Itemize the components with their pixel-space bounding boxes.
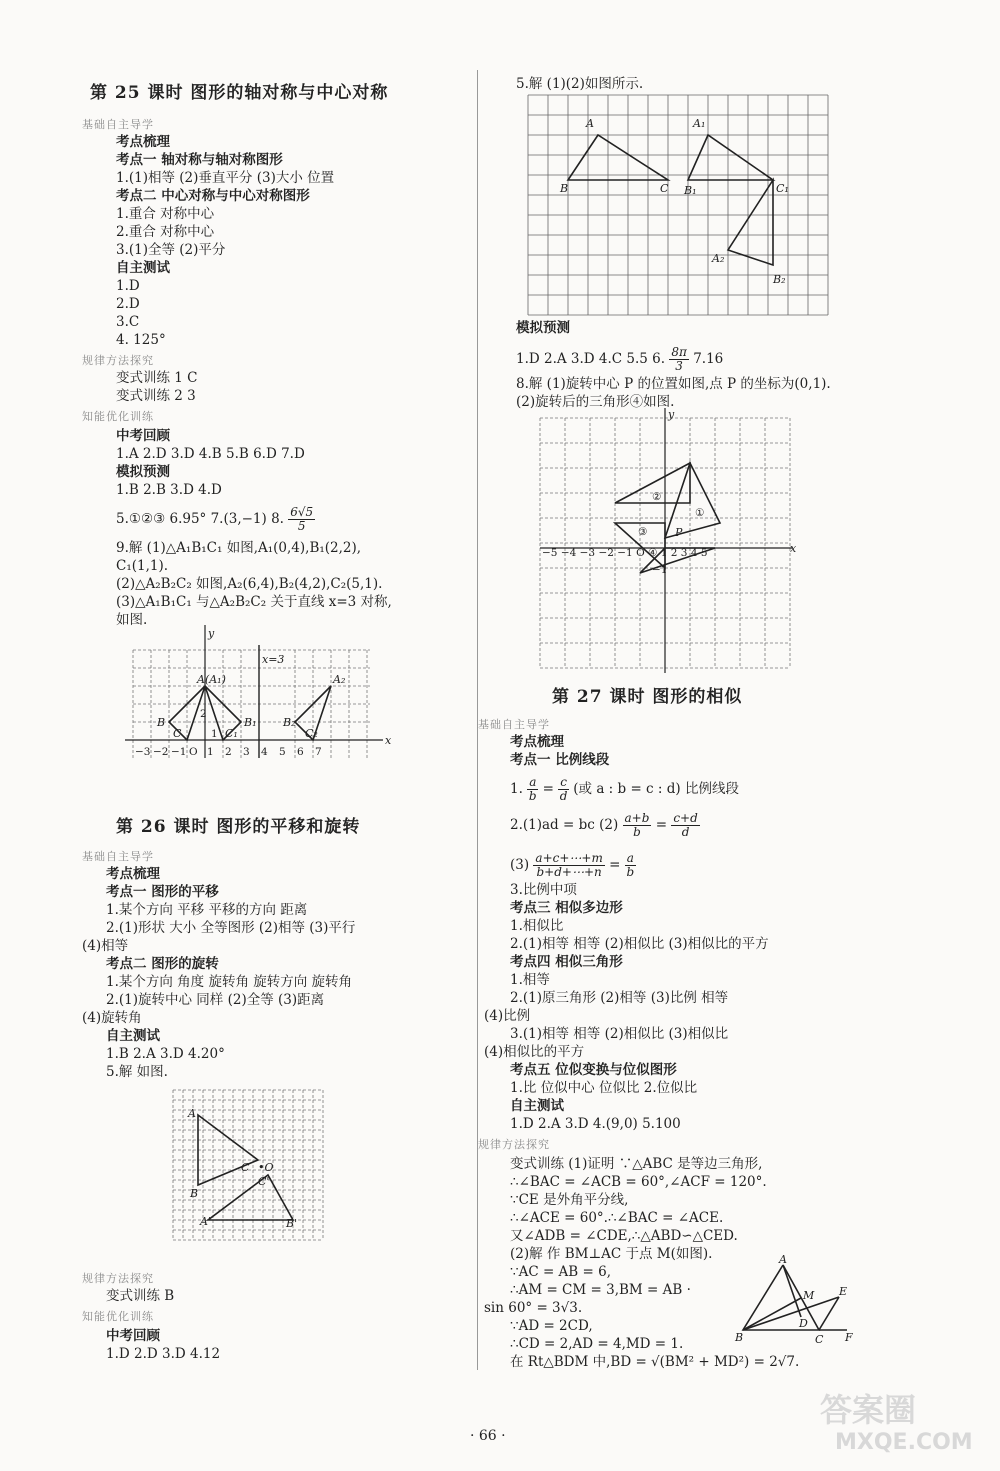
x-tick-label: 3	[243, 746, 250, 758]
answer-line	[516, 346, 723, 373]
answer-line: 2.(1)形状 大小 全等图形 (2)相等 (3)平行	[106, 920, 356, 936]
answer-line: 变式训练 1 C	[116, 370, 198, 386]
answer-line: 2.D	[116, 296, 140, 312]
x-tick-label: 4	[261, 746, 268, 758]
heading: 中考回顾	[116, 428, 170, 444]
heading: 考点梳理	[106, 866, 160, 882]
fraction	[288, 506, 315, 533]
proof-line: ∴AM = CM = 3,BM = AB ·	[510, 1282, 691, 1298]
label-M: M	[803, 1289, 815, 1302]
lesson27-title: 第 27 课时 图形的相似	[552, 687, 743, 707]
answer-text: 5.①②③ 6.95° 7.(3,−1) 8.	[116, 511, 284, 527]
lesson25-title: 第 25 课时 图形的轴对称与中心对称	[90, 83, 389, 103]
numerator: a	[626, 851, 634, 865]
x-tick-label: 1	[207, 746, 214, 758]
denominator: b+d+⋯+n	[536, 865, 602, 879]
proof-line: sin 60° = 3√3.	[484, 1300, 583, 1316]
fraction	[671, 812, 699, 839]
figure-translation-rotation	[528, 95, 828, 325]
label-B1: B₁	[244, 716, 257, 729]
answer-line: (3)△A₁B₁C₁ 与△A₂B₂C₂ 关于直线 x=3 对称,	[116, 594, 392, 610]
label-B2: B₂	[773, 273, 786, 286]
heading: 考点梳理	[116, 134, 170, 150]
fraction	[625, 852, 636, 879]
answer-line: 1.某个方向 角度 旋转角 旋转方向 旋转角	[106, 974, 353, 990]
line-label: x=3	[262, 653, 285, 666]
section-label: 基础自主导学	[478, 718, 550, 731]
triangle-a1b1c1	[688, 135, 773, 180]
label-C2: C₂	[305, 727, 318, 740]
proof-line: 又∠ADB = ∠CDE,∴△ABD∽△CED.	[510, 1228, 738, 1244]
proof-line: ∴∠ACE = 60°.∴∠BAC = ∠ACE.	[510, 1210, 724, 1226]
answer-text: 7.16	[693, 351, 724, 367]
x-tick-label: O	[189, 746, 198, 758]
x-tick-labels	[135, 746, 322, 758]
numerator: a+c+⋯+m	[535, 851, 603, 865]
triangle-a2b2c2	[728, 180, 773, 265]
answer-text: 1.D 2.A 3.D 4.C 5.5 6.	[516, 351, 666, 367]
answer-line	[510, 812, 700, 839]
proof-line: ∴∠BAC = ∠ACB = 60°,∠ACF = 120°.	[510, 1174, 767, 1190]
answer-line: 1.重合 对称中心	[116, 206, 215, 222]
fraction	[669, 346, 689, 373]
label-C: C	[660, 182, 669, 195]
heading: 考点二 图形的旋转	[106, 956, 219, 972]
answer-line: 如图.	[116, 612, 148, 628]
answer-line: 2.(1)相等 相等 (2)相似比 (3)相似比的平方	[510, 936, 769, 952]
numerator: c+d	[673, 811, 698, 825]
heading: 考点一 图形的平移	[106, 884, 219, 900]
answer-line: (4)比例	[484, 1008, 531, 1024]
label-B: B	[190, 1187, 199, 1200]
heading: 考点四 相似三角形	[510, 954, 623, 970]
circle-1: ①	[695, 507, 705, 519]
page-number: · 66 ·	[470, 1428, 506, 1444]
label-Bprime: B'	[286, 1217, 298, 1230]
line-bm	[743, 1298, 801, 1330]
answer-line: 1.A 2.D 3.D 4.B 5.B 6.D 7.D	[116, 446, 305, 462]
answer-line: 1.D	[116, 278, 140, 294]
answer-text: (3)	[510, 857, 530, 873]
section-label: 规律方法探究	[82, 1272, 154, 1285]
label-2: 2	[200, 708, 207, 720]
answer-line: 5.解 如图.	[106, 1064, 168, 1080]
label-C: C	[241, 1161, 250, 1174]
figure-rotation	[168, 1085, 328, 1245]
section-label: 规律方法探究	[478, 1138, 550, 1151]
label-C1: C₁	[225, 727, 238, 740]
label-Cprime: C'	[258, 1175, 270, 1188]
heading: 考点一 比例线段	[510, 752, 610, 768]
denominator: d	[559, 789, 568, 803]
proof-line: ∵CE 是外角平分线,	[510, 1192, 629, 1208]
line-ce	[819, 1297, 839, 1330]
answer-line: 2.重合 对称中心	[116, 224, 215, 240]
answer-line: 8.解 (1)旋转中心 P 的位置如图,点 P 的坐标为(0,1).	[516, 376, 831, 392]
answer-line: 1.D 2.A 3.D 4.(9,0) 5.100	[510, 1116, 681, 1132]
section-label: 知能优化训练	[82, 1310, 154, 1323]
x-tick-label: −1	[171, 746, 187, 758]
heading: 考点五 位似变换与位似图形	[510, 1062, 677, 1078]
heading: 考点三 相似多边形	[510, 900, 623, 916]
heading: 模拟预测	[516, 320, 570, 336]
x-label: x	[790, 542, 797, 555]
numerator: 8π	[671, 345, 687, 359]
label-E: E	[839, 1285, 848, 1298]
circle-3: ③	[638, 526, 648, 538]
y-tick-minus1: −1	[652, 564, 668, 576]
answer-line: (2)旋转后的三角形④如图.	[516, 394, 675, 410]
answer-text: 1.	[510, 781, 523, 797]
answer-line: 3.(1)全等 (2)平分	[116, 242, 226, 258]
answer-line: 3.(1)相等 相等 (2)相似比 (3)相似比	[510, 1026, 729, 1042]
answer-line: 1.某个方向 平移 平移的方向 距离	[106, 902, 308, 918]
label-B2: B₂	[283, 716, 296, 729]
proof-line: 在 Rt△BDM 中,BD = √(BM² + MD²) = 2√7.	[510, 1354, 800, 1370]
answer-line: (2)△A₂B₂C₂ 如图,A₂(6,4),B₂(4,2),C₂(5,1).	[116, 576, 383, 592]
fraction	[558, 776, 569, 803]
answer-line: 9.解 (1)△A₁B₁C₁ 如图,A₁(0,4),B₁(2,2),	[116, 540, 362, 556]
answer-line: 2.(1)旋转中心 同样 (2)全等 (3)距离	[106, 992, 325, 1008]
label-F: F	[845, 1331, 853, 1344]
label-A: A(A₁)	[197, 673, 226, 686]
answer-line: 1.相似比	[510, 918, 564, 934]
answer-line	[510, 776, 739, 803]
heading: 自主测试	[510, 1098, 564, 1114]
denominator: b	[633, 825, 641, 839]
answer-line: C₁(1,1).	[116, 558, 169, 574]
answer-line: 1.B 2.B 3.D 4.D	[116, 482, 222, 498]
y-label: y	[208, 627, 215, 640]
heading: 自主测试	[116, 260, 170, 276]
equals: =	[542, 781, 554, 797]
y-label: y	[668, 408, 675, 421]
figure-rotation-center	[540, 408, 800, 678]
denominator: 3	[675, 359, 683, 373]
figure-axial-symmetry	[125, 625, 395, 760]
fraction	[527, 776, 538, 803]
label-Aprime: A'	[200, 1215, 211, 1228]
denominator: b	[528, 789, 537, 803]
proof-line: ∴CD = 2,AD = 4,MD = 1.	[510, 1336, 684, 1352]
label-C1: C₁	[776, 182, 789, 195]
lesson26-title: 第 26 课时 图形的平移和旋转	[116, 817, 361, 837]
x-tick-label: −3	[135, 746, 151, 758]
answer-text: (或 a : b = c : d) 比例线段	[573, 781, 739, 797]
triangle-a1b1c1	[208, 1175, 293, 1220]
answer-line: (4)相似比的平方	[484, 1044, 585, 1060]
fraction	[623, 812, 652, 839]
heading: 中考回顾	[106, 1328, 160, 1344]
label-C: C	[173, 727, 182, 740]
denominator: d	[681, 825, 690, 839]
label-A: A	[586, 117, 594, 130]
label-B1: B₁	[684, 184, 697, 197]
numerator: 6√5	[290, 505, 314, 519]
heading: 考点一 轴对称与轴对称图形	[116, 152, 283, 168]
label-A2: A₂	[712, 252, 725, 265]
heading: 模拟预测	[116, 464, 170, 480]
answer-line: 1.(1)相等 (2)垂直平分 (3)大小 位置	[116, 170, 335, 186]
label-C: C	[815, 1333, 824, 1346]
answer-line: 1.比 位似中心 位似比 2.位似比	[510, 1080, 698, 1096]
section-label: 基础自主导学	[82, 850, 154, 863]
denominator: 5	[297, 519, 306, 533]
x-tick-label: 6	[297, 746, 304, 758]
section-label: 基础自主导学	[82, 118, 154, 131]
triangle-abc	[568, 135, 668, 180]
watermark-url: MXQE.COM	[835, 1430, 973, 1455]
proof-line: ∵AC = AB = 6,	[510, 1264, 612, 1280]
numerator: a	[529, 775, 537, 789]
circle-2: ②	[652, 491, 662, 503]
answer-line: 变式训练 2 3	[116, 388, 196, 404]
heading: 考点二 中心对称与中心对称图形	[116, 188, 310, 204]
answer-line: 2.(1)原三角形 (2)相等 (3)比例 相等	[510, 990, 729, 1006]
heading: 考点梳理	[510, 734, 564, 750]
label-O: •O	[258, 1161, 274, 1174]
answer-line: 1.D 2.D 3.D 4.12	[106, 1346, 221, 1362]
section-label: 知能优化训练	[82, 410, 154, 423]
answer-line: (4)旋转角	[82, 1010, 142, 1026]
answer-text: 2.(1)ad = bc (2)	[510, 817, 619, 833]
equals: =	[655, 817, 668, 833]
figure-equilateral-triangle	[735, 1255, 855, 1355]
label-1: 1	[211, 728, 218, 740]
watermark: 答案圈	[820, 1391, 917, 1429]
answer-line: 变式训练 B	[106, 1288, 175, 1304]
fraction	[533, 852, 604, 879]
proof-line: (2)解 作 BM⊥AC 于点 M(如图).	[510, 1246, 713, 1262]
answer-line	[510, 852, 636, 879]
heading: 自主测试	[106, 1028, 160, 1044]
triangle-1	[665, 463, 720, 538]
label-B: B	[735, 1331, 744, 1344]
answer-line: 5.解 (1)(2)如图所示.	[516, 76, 644, 92]
numerator: c	[560, 775, 567, 789]
answer-line: (4)相等	[82, 938, 129, 954]
section-label: 规律方法探究	[82, 354, 154, 367]
x-label: x	[385, 734, 392, 747]
label-D: D	[799, 1317, 808, 1330]
denominator: b	[626, 865, 635, 879]
label-P: P	[675, 526, 683, 539]
answer-line: 1.相等	[510, 972, 550, 988]
x-tick-label: 5	[279, 746, 286, 758]
x-tick-labels: −5 −4 −3 −2 −1 O ④ 1 2 3 4 5	[542, 547, 708, 559]
answer-line: 1.B 2.A 3.D 4.20°	[106, 1046, 225, 1062]
answer-line: 3.C	[116, 314, 140, 330]
x-tick-label: 7	[315, 746, 322, 758]
proof-line: ∵AD = 2CD,	[510, 1318, 593, 1334]
label-A1: A₁	[693, 117, 706, 130]
label-A: A	[188, 1107, 196, 1120]
x-tick-label: 2	[225, 746, 232, 758]
label-B: B	[157, 716, 166, 729]
proof-line: 变式训练 (1)证明 ∵△ABC 是等边三角形,	[510, 1156, 763, 1172]
label-B: B	[560, 182, 569, 195]
answer-line	[116, 506, 315, 533]
numerator: a+b	[624, 811, 650, 825]
grid	[133, 650, 370, 758]
line-be	[743, 1297, 839, 1330]
label-A: A	[779, 1253, 787, 1266]
answer-line: 4. 125°	[116, 332, 166, 348]
label-A2: A₂	[333, 673, 346, 686]
equals: =	[609, 857, 621, 873]
answer-line: 3.比例中项	[510, 882, 577, 898]
x-tick-label: −2	[153, 746, 169, 758]
